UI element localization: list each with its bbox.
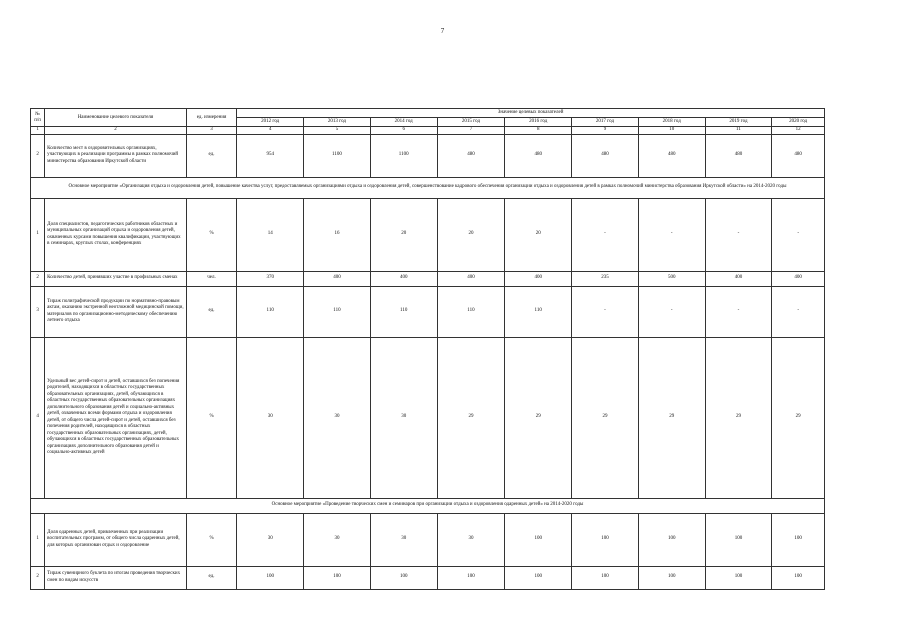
value-cell: 30 [237, 513, 304, 566]
table-row [31, 286, 825, 337]
value-cell: - [638, 286, 705, 337]
value-cell: 370 [237, 271, 304, 286]
value-cell: 30 [370, 513, 437, 566]
value-cell: 20 [437, 198, 505, 271]
year-header: 2017 год [572, 118, 639, 127]
value-cell: 100 [505, 566, 572, 589]
year-header: 2016 год [505, 118, 572, 127]
year-header: 2019 год [705, 118, 772, 127]
value-cell: 400 [772, 271, 825, 286]
row-number: 2 [31, 134, 45, 177]
table-group-c [31, 513, 825, 589]
value-cell: 16 [304, 198, 371, 271]
header-no: № п/п [31, 109, 45, 127]
value-cell: 100 [772, 566, 825, 589]
value-cell: 100 [705, 566, 772, 589]
year-header: 2015 год [437, 118, 505, 127]
value-cell: - [638, 198, 705, 271]
value-cell: 30 [370, 337, 437, 498]
value-cell: - [772, 198, 825, 271]
value-cell: 480 [772, 134, 825, 177]
indicator-name: Доля одаренных детей, привлеченных при реализации воспитательных программ, от общего числа одаренных детей, для которых организован отдых и оздоровление [45, 513, 187, 566]
year-header: 2018 год [638, 118, 705, 127]
unit-cell: ед. [186, 286, 237, 337]
column-number: 11 [705, 127, 772, 135]
value-cell: 29 [505, 337, 572, 498]
section-heading: Основное мероприятие «Организация отдыха и оздоровления детей, повышение качества услуг, предоставляемых организациями отдыха и оздоровления детей, совершенствование кадрового обеспечения организации отдыха и оздоровления детей в рамках полномочий министерства образования Иркутской области» на 2014-2020 годы [31, 177, 825, 198]
value-cell: 1100 [304, 134, 371, 177]
table-row [31, 271, 825, 286]
year-header: 2020 год [772, 118, 825, 127]
year-header: 2013 год [304, 118, 371, 127]
column-number: 3 [186, 127, 237, 135]
value-cell: 480 [505, 134, 572, 177]
column-number: 10 [638, 127, 705, 135]
column-number: 6 [370, 127, 437, 135]
column-number: 7 [437, 127, 505, 135]
value-cell: 110 [370, 286, 437, 337]
value-cell: 480 [638, 134, 705, 177]
value-cell: 30 [304, 513, 371, 566]
column-number: 8 [505, 127, 572, 135]
value-cell: 30 [437, 513, 505, 566]
unit-cell: ед. [186, 566, 237, 589]
value-cell: 29 [437, 337, 505, 498]
section-row [31, 177, 825, 198]
row-number: 1 [31, 513, 45, 566]
row-number: 2 [31, 271, 45, 286]
value-cell: 100 [370, 566, 437, 589]
value-cell: 100 [638, 513, 705, 566]
header-row [31, 109, 825, 118]
unit-cell: ед. [186, 134, 237, 177]
value-cell: 480 [437, 134, 505, 177]
unit-cell: % [186, 337, 237, 498]
value-cell: 100 [237, 566, 304, 589]
value-cell: - [572, 198, 639, 271]
value-cell: - [705, 286, 772, 337]
value-cell: 14 [237, 198, 304, 271]
value-cell: 110 [437, 286, 505, 337]
value-cell: 400 [437, 271, 505, 286]
column-number: 9 [572, 127, 639, 135]
unit-cell: % [186, 513, 237, 566]
value-cell: 29 [772, 337, 825, 498]
value-cell: 954 [237, 134, 304, 177]
indicator-name: Доля специалистов, педагогических работников областных и муниципальных организаций отдыха и оздоровления детей, охваченных курсами повышения квалификации, участвующих в семинарах, круглых столах, конференциях [45, 198, 187, 271]
indicator-name: Удельный вес детей-сирот и детей, оставшихся без попечения родителей, находящихся в областных государственных образовательных организациях, детей, обучающихся в областных государственных образовательных организациях дополнительного образования детей и социально-активных детей, охваченных всеми формами отдыха и оздоровления детей, от общего числа детей-сирот и детей, оставшихся без попечения родителей, находящихся в областных государственных образовательных организациях, детей, обучающихся в областных государственных образовательных организациях дополнительного образования детей и социально-активных детей [45, 337, 187, 498]
column-number: 2 [45, 127, 187, 135]
value-cell: 100 [304, 566, 371, 589]
value-cell: - [572, 286, 639, 337]
row-number: 1 [31, 198, 45, 271]
value-cell: 100 [638, 566, 705, 589]
value-cell: 100 [705, 513, 772, 566]
value-cell: 110 [237, 286, 304, 337]
value-cell: 400 [304, 271, 371, 286]
value-cell: 480 [705, 134, 772, 177]
value-cell: - [705, 198, 772, 271]
value-cell: 235 [572, 271, 639, 286]
table-row [31, 198, 825, 271]
value-cell: 1100 [370, 134, 437, 177]
value-cell: 29 [638, 337, 705, 498]
value-cell: 100 [772, 513, 825, 566]
value-cell: 400 [505, 271, 572, 286]
table-row [31, 337, 825, 498]
value-cell: 480 [572, 134, 639, 177]
value-cell: 30 [304, 337, 371, 498]
value-cell: 100 [437, 566, 505, 589]
header-unit: ед. измерения [186, 109, 237, 127]
indicator-name: Тираж полиграфической продукции по нормативно-правовым актам, оказанию экстренной неотложной медицинской помощи, материалов по организационно-методическому обеспечению летнего отдыха [45, 286, 187, 337]
table-row [31, 134, 825, 177]
value-cell: - [772, 286, 825, 337]
value-cell: 29 [705, 337, 772, 498]
table-row [31, 566, 825, 589]
year-header: 2012 год [237, 118, 304, 127]
value-cell: 110 [304, 286, 371, 337]
column-number: 4 [237, 127, 304, 135]
value-cell: 20 [505, 198, 572, 271]
value-cell: 100 [572, 513, 639, 566]
row-number: 4 [31, 337, 45, 498]
indicator-name: Количество мест в оздоровительных организациях, участвующих в реализации программы в рамках полномочий министерства образования Иркутской области [45, 134, 187, 177]
indicator-name: Количество детей, принявших участие в профильных сменах [45, 271, 187, 286]
value-cell: 500 [638, 271, 705, 286]
table-group-a [31, 134, 825, 177]
header-values: Значение целевых показателей [237, 109, 825, 118]
column-numbers-row [31, 127, 825, 135]
section-heading: Основное мероприятие «Проведение творческих смен и семинаров при организации отдыха и оздоровления одаренных детей» на 2014-2020 годы [31, 498, 825, 513]
column-number: 5 [304, 127, 371, 135]
value-cell: 100 [505, 513, 572, 566]
value-cell: 400 [370, 271, 437, 286]
value-cell: 400 [705, 271, 772, 286]
row-number: 3 [31, 286, 45, 337]
row-number: 2 [31, 566, 45, 589]
value-cell: 100 [572, 566, 639, 589]
indicator-name: Тираж сувенирного буклета по итогам проведения творческих смен по видам искусств [45, 566, 187, 589]
value-cell: 110 [505, 286, 572, 337]
value-cell: 30 [237, 337, 304, 498]
value-cell: 20 [370, 198, 437, 271]
column-number: 12 [772, 127, 825, 135]
page-number: 7 [440, 27, 445, 35]
table-group-b [31, 198, 825, 498]
unit-cell: % [186, 198, 237, 271]
table-row [31, 513, 825, 566]
header-name: Наименование целевого показателя [45, 109, 187, 127]
value-cell: 29 [572, 337, 639, 498]
section-row [31, 498, 825, 513]
column-number: 1 [31, 127, 45, 135]
year-header: 2014 год [370, 118, 437, 127]
unit-cell: чел. [186, 271, 237, 286]
indicators-table [30, 108, 825, 590]
